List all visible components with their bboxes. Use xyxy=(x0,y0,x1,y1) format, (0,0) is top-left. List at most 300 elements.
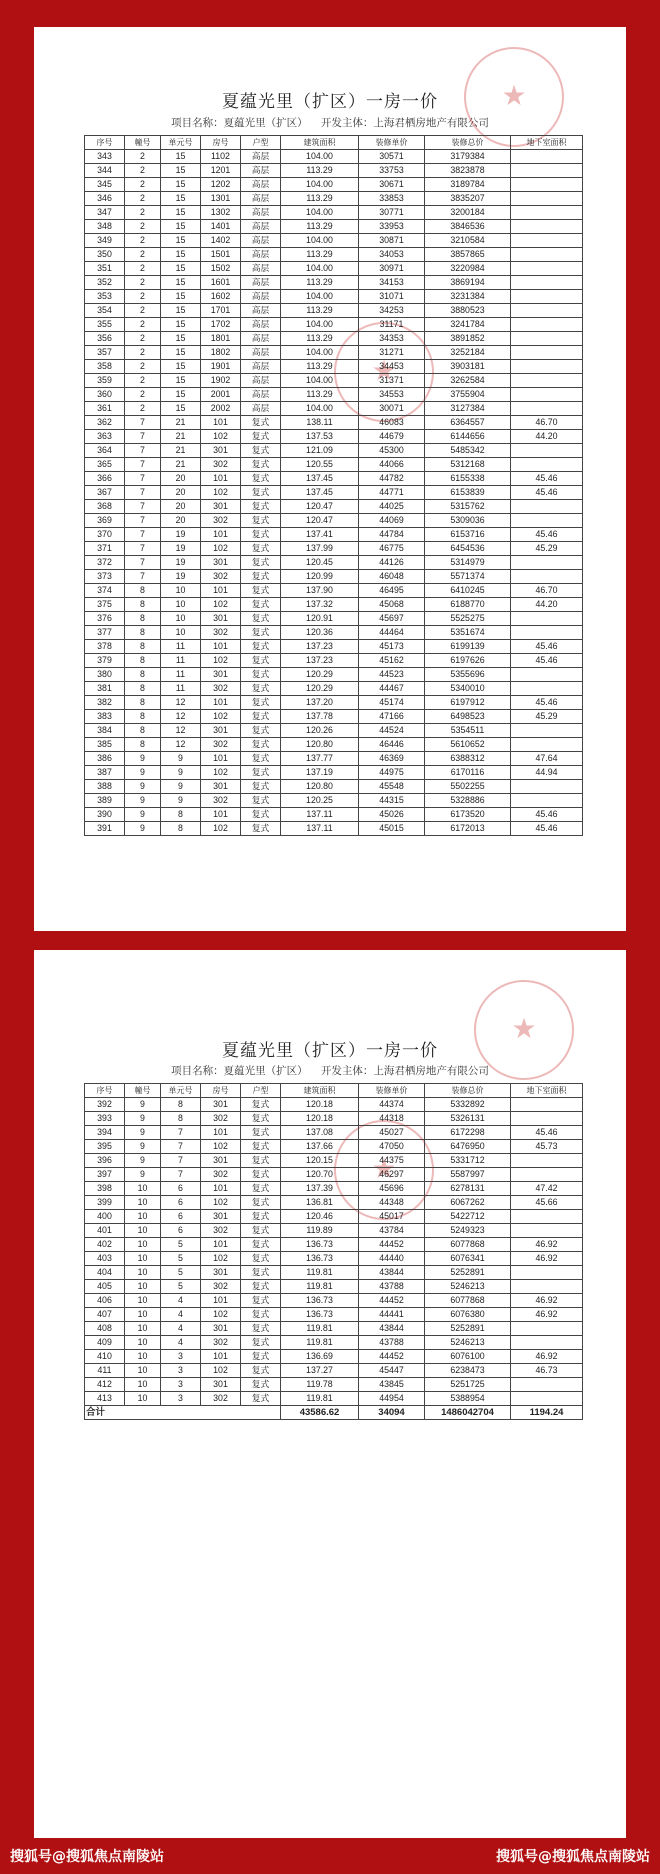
table-cell: 44782 xyxy=(359,472,425,486)
table-cell xyxy=(511,332,583,346)
table-cell: 136.69 xyxy=(281,1350,359,1364)
table-cell: 9 xyxy=(161,752,201,766)
table-cell: 复式 xyxy=(241,458,281,472)
table-cell: 44524 xyxy=(359,724,425,738)
table-cell: 403 xyxy=(85,1252,125,1266)
table-cell: 45174 xyxy=(359,696,425,710)
table-cell: 15 xyxy=(161,304,201,318)
table-cell: 31371 xyxy=(359,374,425,388)
table-cell: 7 xyxy=(125,416,161,430)
table-row xyxy=(85,1098,583,1112)
table-cell: 101 xyxy=(201,1126,241,1140)
table-cell: 7 xyxy=(161,1168,201,1182)
table-cell: 复式 xyxy=(241,668,281,682)
table-cell: 复式 xyxy=(241,1322,281,1336)
table-cell: 高层 xyxy=(241,276,281,290)
table-cell xyxy=(511,248,583,262)
table-cell: 101 xyxy=(201,1182,241,1196)
table-cell: 3 xyxy=(161,1378,201,1392)
table-cell: 1401 xyxy=(201,220,241,234)
table-cell: 6188770 xyxy=(425,598,511,612)
table-cell: 10 xyxy=(125,1210,161,1224)
table-cell: 409 xyxy=(85,1336,125,1350)
table-cell: 45.46 xyxy=(511,654,583,668)
table-cell: 31271 xyxy=(359,346,425,360)
table-cell xyxy=(511,458,583,472)
table-cell: 1802 xyxy=(201,346,241,360)
table-cell: 45017 xyxy=(359,1210,425,1224)
table-cell: 30871 xyxy=(359,234,425,248)
table-row xyxy=(85,500,583,514)
table-cell: 6077868 xyxy=(425,1294,511,1308)
table-cell: 393 xyxy=(85,1112,125,1126)
table-cell: 45068 xyxy=(359,598,425,612)
table-cell: 高层 xyxy=(241,402,281,416)
table-cell xyxy=(511,1266,583,1280)
table-cell: 46.70 xyxy=(511,584,583,598)
table-cell: 9 xyxy=(125,780,161,794)
table-cell: 386 xyxy=(85,752,125,766)
table-cell: 368 xyxy=(85,500,125,514)
table-cell: 复式 xyxy=(241,640,281,654)
table-cell: 复式 xyxy=(241,1308,281,1322)
table-header-row xyxy=(85,136,583,150)
table-cell: 6197912 xyxy=(425,696,511,710)
table-cell: 137.11 xyxy=(281,822,359,836)
table-row xyxy=(85,262,583,276)
table-cell: 44771 xyxy=(359,486,425,500)
table-cell: 3127384 xyxy=(425,402,511,416)
table-cell: 5 xyxy=(161,1238,201,1252)
table-cell: 387 xyxy=(85,766,125,780)
table-cell: 10 xyxy=(125,1252,161,1266)
table-cell: 10 xyxy=(125,1392,161,1406)
table-cell: 6172298 xyxy=(425,1126,511,1140)
table-cell: 406 xyxy=(85,1294,125,1308)
table-cell: 9 xyxy=(125,1126,161,1140)
table-row xyxy=(85,556,583,570)
table-cell: 1702 xyxy=(201,318,241,332)
table-cell: 5485342 xyxy=(425,444,511,458)
table-row xyxy=(85,808,583,822)
table-cell: 45.46 xyxy=(511,822,583,836)
table-cell: 400 xyxy=(85,1210,125,1224)
col-header: 装修单价 xyxy=(359,136,425,150)
watermark-left: 搜狐号@搜狐焦点南陵站 xyxy=(10,1849,164,1865)
col-header: 装修总价 xyxy=(425,1084,511,1098)
table-cell xyxy=(511,374,583,388)
table-cell: 15 xyxy=(161,150,201,164)
table-cell: 9 xyxy=(125,1112,161,1126)
table-cell: 137.11 xyxy=(281,808,359,822)
table-cell: 6076100 xyxy=(425,1350,511,1364)
table-cell: 10 xyxy=(125,1182,161,1196)
table-cell: 374 xyxy=(85,584,125,598)
table-cell: 301 xyxy=(201,556,241,570)
table-cell: 7 xyxy=(161,1126,201,1140)
table-cell: 12 xyxy=(161,738,201,752)
table-cell: 3835207 xyxy=(425,192,511,206)
table-cell: 复式 xyxy=(241,570,281,584)
project-name: 项目名称：夏蕴光里（扩区） xyxy=(171,1065,308,1077)
table-row xyxy=(85,458,583,472)
table-cell xyxy=(511,234,583,248)
table-cell: 15 xyxy=(161,332,201,346)
table-cell xyxy=(511,276,583,290)
table-row xyxy=(85,794,583,808)
table-cell: 6153839 xyxy=(425,486,511,500)
table-cell: 102 xyxy=(201,430,241,444)
table-cell: 3241784 xyxy=(425,318,511,332)
table-cell: 44.94 xyxy=(511,766,583,780)
table-cell: 45.46 xyxy=(511,528,583,542)
table-cell: 6172013 xyxy=(425,822,511,836)
official-seal xyxy=(464,47,564,147)
table-cell: 6199139 xyxy=(425,640,511,654)
table-cell: 15 xyxy=(161,206,201,220)
table-cell: 6 xyxy=(161,1196,201,1210)
table-cell: 396 xyxy=(85,1154,125,1168)
table-cell: 44975 xyxy=(359,766,425,780)
table-cell: 120.80 xyxy=(281,738,359,752)
table-cell: 1201 xyxy=(201,164,241,178)
table-row xyxy=(85,752,583,766)
table-cell: 10 xyxy=(125,1238,161,1252)
table-cell: 5252891 xyxy=(425,1322,511,1336)
table-cell: 120.26 xyxy=(281,724,359,738)
table-cell: 101 xyxy=(201,808,241,822)
table-row xyxy=(85,780,583,794)
table-cell: 45696 xyxy=(359,1182,425,1196)
table-cell: 9 xyxy=(161,766,201,780)
table-cell: 3891852 xyxy=(425,332,511,346)
table-cell: 复式 xyxy=(241,444,281,458)
table-cell: 301 xyxy=(201,724,241,738)
table-cell: 11 xyxy=(161,654,201,668)
table-row xyxy=(85,1266,583,1280)
table-cell: 353 xyxy=(85,290,125,304)
table-cell: 46446 xyxy=(359,738,425,752)
table-cell xyxy=(511,360,583,374)
table-row xyxy=(85,668,583,682)
table-cell: 45300 xyxy=(359,444,425,458)
table-row xyxy=(85,654,583,668)
table-cell: 8 xyxy=(125,710,161,724)
table-cell: 366 xyxy=(85,472,125,486)
table-row xyxy=(85,584,583,598)
table-cell: 20 xyxy=(161,486,201,500)
table-cell: 373 xyxy=(85,570,125,584)
table-cell: 6454536 xyxy=(425,542,511,556)
table-cell: 5246213 xyxy=(425,1336,511,1350)
table-cell xyxy=(511,1154,583,1168)
table-cell: 5355696 xyxy=(425,668,511,682)
table-cell: 47.42 xyxy=(511,1182,583,1196)
table-cell: 8 xyxy=(125,654,161,668)
table-row xyxy=(85,220,583,234)
table-cell: 113.29 xyxy=(281,304,359,318)
table-cell: 6173520 xyxy=(425,808,511,822)
table-cell: 10 xyxy=(125,1364,161,1378)
table-cell: 3189784 xyxy=(425,178,511,192)
table-cell: 高层 xyxy=(241,234,281,248)
table-cell: 33853 xyxy=(359,192,425,206)
table-cell: 6144656 xyxy=(425,430,511,444)
table-cell xyxy=(511,780,583,794)
table-cell: 301 xyxy=(201,500,241,514)
table-cell: 高层 xyxy=(241,192,281,206)
table-cell: 9 xyxy=(125,766,161,780)
table-cell: 15 xyxy=(161,262,201,276)
table-cell: 4 xyxy=(161,1294,201,1308)
table-cell: 5328886 xyxy=(425,794,511,808)
table-cell: 8 xyxy=(125,598,161,612)
table-cell: 355 xyxy=(85,318,125,332)
table-cell: 113.29 xyxy=(281,332,359,346)
total-row xyxy=(85,1406,583,1420)
table-cell: 3179384 xyxy=(425,150,511,164)
table-cell: 44126 xyxy=(359,556,425,570)
table-cell: 102 xyxy=(201,1308,241,1322)
table-cell: 45.29 xyxy=(511,710,583,724)
table-cell: 302 xyxy=(201,570,241,584)
table-cell: 104.00 xyxy=(281,234,359,248)
table-cell: 370 xyxy=(85,528,125,542)
table-cell: 136.73 xyxy=(281,1294,359,1308)
table-cell: 120.91 xyxy=(281,612,359,626)
table-cell: 120.46 xyxy=(281,1210,359,1224)
table-cell: 2 xyxy=(125,290,161,304)
table-cell: 45697 xyxy=(359,612,425,626)
table-row xyxy=(85,1168,583,1182)
table-cell: 21 xyxy=(161,444,201,458)
table-cell: 2 xyxy=(125,276,161,290)
table-cell: 360 xyxy=(85,388,125,402)
table-cell: 302 xyxy=(201,1168,241,1182)
table-cell: 399 xyxy=(85,1196,125,1210)
table-row xyxy=(85,598,583,612)
table-cell: 351 xyxy=(85,262,125,276)
table-cell: 102 xyxy=(201,1196,241,1210)
table-cell: 104.00 xyxy=(281,318,359,332)
table-cell: 357 xyxy=(85,346,125,360)
table-cell: 119.81 xyxy=(281,1266,359,1280)
table-cell: 复式 xyxy=(241,1140,281,1154)
table-cell xyxy=(511,1336,583,1350)
table-cell: 46495 xyxy=(359,584,425,598)
table-cell: 复式 xyxy=(241,416,281,430)
table-cell: 44069 xyxy=(359,514,425,528)
table-cell: 6388312 xyxy=(425,752,511,766)
table-cell: 复式 xyxy=(241,752,281,766)
table-cell: 301 xyxy=(201,1098,241,1112)
table-cell: 5314979 xyxy=(425,556,511,570)
table-cell: 356 xyxy=(85,332,125,346)
table-cell: 21 xyxy=(161,458,201,472)
table-cell: 7 xyxy=(161,1154,201,1168)
table-cell: 10 xyxy=(125,1336,161,1350)
table-cell: 复式 xyxy=(241,1378,281,1392)
table-cell: 20 xyxy=(161,514,201,528)
table-cell: 15 xyxy=(161,360,201,374)
table-cell: 3880523 xyxy=(425,304,511,318)
table-row xyxy=(85,290,583,304)
table-cell: 120.36 xyxy=(281,626,359,640)
table-cell: 复式 xyxy=(241,1266,281,1280)
table-row xyxy=(85,1196,583,1210)
table-cell: 45027 xyxy=(359,1126,425,1140)
table-cell: 46.92 xyxy=(511,1308,583,1322)
table-cell: 119.81 xyxy=(281,1322,359,1336)
table-cell: 137.32 xyxy=(281,598,359,612)
table-cell: 30071 xyxy=(359,402,425,416)
table-cell: 4 xyxy=(161,1336,201,1350)
table-cell: 2 xyxy=(125,178,161,192)
col-header: 地下室面积 xyxy=(511,136,583,150)
table-cell xyxy=(511,402,583,416)
table-cell: 复式 xyxy=(241,654,281,668)
table-cell: 44066 xyxy=(359,458,425,472)
table-cell: 137.45 xyxy=(281,472,359,486)
table-cell: 2 xyxy=(125,304,161,318)
document-title: 夏蕴光里（扩区）一房一价 xyxy=(222,1041,438,1061)
table-cell: 7 xyxy=(125,430,161,444)
table-cell: 44318 xyxy=(359,1112,425,1126)
table-cell: 302 xyxy=(201,1392,241,1406)
table-cell: 301 xyxy=(201,1210,241,1224)
price-table xyxy=(84,135,583,836)
table-cell xyxy=(511,1210,583,1224)
table-cell: 344 xyxy=(85,164,125,178)
table-cell: 46297 xyxy=(359,1168,425,1182)
table-cell: 1601 xyxy=(201,276,241,290)
table-cell: 5 xyxy=(161,1280,201,1294)
table-cell xyxy=(511,514,583,528)
total-price: 1486042704 xyxy=(425,1406,511,1420)
table-cell: 6410245 xyxy=(425,584,511,598)
table-row xyxy=(85,164,583,178)
table-cell: 复式 xyxy=(241,1392,281,1406)
table-cell: 43788 xyxy=(359,1280,425,1294)
table-cell: 19 xyxy=(161,528,201,542)
table-cell: 371 xyxy=(85,542,125,556)
table-cell: 5331712 xyxy=(425,1154,511,1168)
table-cell: 104.00 xyxy=(281,346,359,360)
table-cell: 复式 xyxy=(241,1350,281,1364)
table-cell: 365 xyxy=(85,458,125,472)
table-cell: 302 xyxy=(201,1112,241,1126)
table-cell: 302 xyxy=(201,738,241,752)
table-cell: 5312168 xyxy=(425,458,511,472)
table-row xyxy=(85,1378,583,1392)
table-cell: 408 xyxy=(85,1322,125,1336)
table-cell: 137.19 xyxy=(281,766,359,780)
table-cell: 377 xyxy=(85,626,125,640)
table-cell: 8 xyxy=(161,1098,201,1112)
table-cell: 5326131 xyxy=(425,1112,511,1126)
table-cell: 404 xyxy=(85,1266,125,1280)
table-cell xyxy=(511,668,583,682)
table-cell: 384 xyxy=(85,724,125,738)
table-cell: 10 xyxy=(161,598,201,612)
table-cell: 复式 xyxy=(241,542,281,556)
table-cell: 复式 xyxy=(241,780,281,794)
table-cell: 3200184 xyxy=(425,206,511,220)
table-cell: 6364557 xyxy=(425,416,511,430)
table-cell: 12 xyxy=(161,724,201,738)
table-cell: 8 xyxy=(161,1112,201,1126)
table-cell: 2 xyxy=(125,346,161,360)
table-cell: 101 xyxy=(201,1294,241,1308)
table-cell: 复式 xyxy=(241,710,281,724)
table-cell: 120.47 xyxy=(281,500,359,514)
developer-name: 开发主体：上海君栖房地产有限公司 xyxy=(320,1065,489,1077)
table-cell: 46775 xyxy=(359,542,425,556)
table-cell xyxy=(511,444,583,458)
table-cell: 19 xyxy=(161,570,201,584)
table-cell xyxy=(511,724,583,738)
table-cell: 8 xyxy=(161,808,201,822)
table-cell: 高层 xyxy=(241,346,281,360)
table-cell: 44954 xyxy=(359,1392,425,1406)
table-cell xyxy=(511,178,583,192)
table-cell: 5351674 xyxy=(425,626,511,640)
table-cell: 137.45 xyxy=(281,486,359,500)
table-cell: 复式 xyxy=(241,1098,281,1112)
table-cell: 2 xyxy=(125,192,161,206)
table-cell: 复式 xyxy=(241,1336,281,1350)
table-cell: 385 xyxy=(85,738,125,752)
table-cell: 380 xyxy=(85,668,125,682)
price-list-page-1 xyxy=(34,27,626,931)
table-cell: 120.80 xyxy=(281,780,359,794)
table-cell: 43844 xyxy=(359,1322,425,1336)
col-header: 地下室面积 xyxy=(511,1084,583,1098)
table-row xyxy=(85,682,583,696)
table-cell: 389 xyxy=(85,794,125,808)
table-cell: 2 xyxy=(125,374,161,388)
table-cell: 113.29 xyxy=(281,164,359,178)
table-cell: 372 xyxy=(85,556,125,570)
project-name: 项目名称：夏蕴光里（扩区） xyxy=(171,117,308,129)
table-cell: 8 xyxy=(125,640,161,654)
table-cell xyxy=(511,164,583,178)
total-area: 43586.62 xyxy=(281,1406,359,1420)
table-cell: 138.11 xyxy=(281,416,359,430)
table-cell: 复式 xyxy=(241,1238,281,1252)
table-cell: 复式 xyxy=(241,822,281,836)
table-row xyxy=(85,542,583,556)
table-cell: 21 xyxy=(161,416,201,430)
table-cell: 113.29 xyxy=(281,388,359,402)
col-header: 序号 xyxy=(85,1084,125,1098)
table-cell: 381 xyxy=(85,682,125,696)
table-cell: 高层 xyxy=(241,318,281,332)
table-cell: 411 xyxy=(85,1364,125,1378)
table-cell: 6076380 xyxy=(425,1308,511,1322)
table-cell: 137.20 xyxy=(281,696,359,710)
table-cell: 8 xyxy=(125,612,161,626)
table-cell: 302 xyxy=(201,1336,241,1350)
table-cell: 10 xyxy=(125,1280,161,1294)
official-seal xyxy=(474,980,574,1080)
table-cell: 5525275 xyxy=(425,612,511,626)
table-cell: 8 xyxy=(125,682,161,696)
table-cell: 34053 xyxy=(359,248,425,262)
table-cell: 3857865 xyxy=(425,248,511,262)
table-cell: 45.46 xyxy=(511,808,583,822)
table-cell: 7 xyxy=(125,556,161,570)
